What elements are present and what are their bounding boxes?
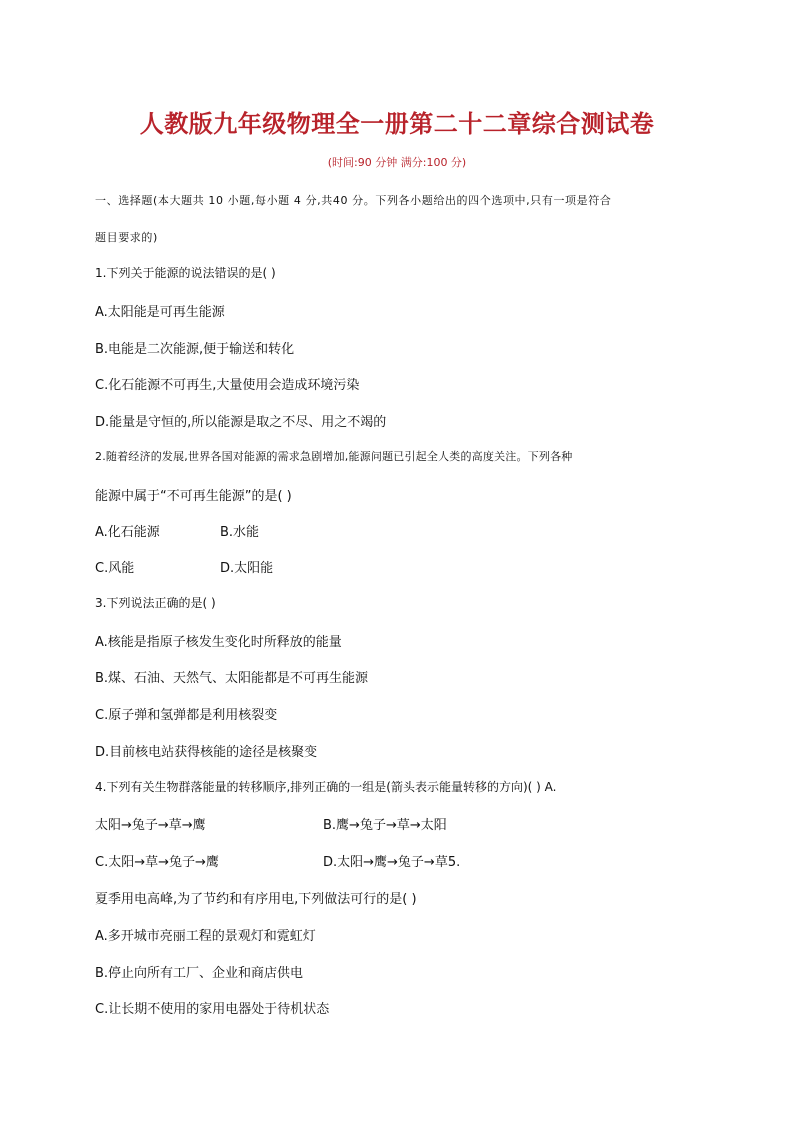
exam-subtitle: (时间:90 分钟 满分:100 分) [327,156,467,169]
q2-option-a: A.化石能源 [95,525,160,540]
q4-option-d: D.太阳→鹰→兔子→草5. [323,855,461,870]
q3-option-c: C.原子弹和氢弹都是利用核裂变 [95,708,278,723]
q1-option-c: C.化石能源不可再生,大量使用会造成环境污染 [95,378,360,393]
exam-title: 人教版九年级物理全一册第二十二章综合测试卷 [139,109,655,138]
q1-option-a: A.太阳能是可再生能源 [95,305,225,320]
q2-stem-line2: 能源中属于“不可再生能源”的是( ) [95,489,292,504]
q3-stem: 3.下列说法正确的是( ) [95,596,216,610]
q4-stem: 4.下列有关生物群落能量的转移顺序,排列正确的一组是(箭头表示能量转移的方向)( ) A. [95,780,557,794]
q4-option-a: 太阳→兔子→草→鹰 [95,818,206,833]
q1-option-d: D.能量是守恒的,所以能源是取之不尽、用之不竭的 [95,415,387,430]
q1-option-b: B.电能是二次能源,便于输送和转化 [95,342,295,357]
section1-heading-line2: 题目要求的) [95,231,158,244]
q2-option-d: D.太阳能 [220,561,274,576]
q2-option-c: C.风能 [95,561,135,576]
q5-option-a: A.多开城市亮丽工程的景观灯和霓虹灯 [95,929,316,944]
q4-option-b: B.鹰→兔子→草→太阳 [323,818,447,833]
section1-heading-line1: 一、选择题(本大题共 10 小题,每小题 4 分,共40 分。下列各小题给出的四个选项中,只有一项是符合 [95,194,612,207]
q5-option-b: B.停止向所有工厂、企业和商店供电 [95,966,304,981]
q2-option-b: B.水能 [220,525,260,540]
q3-option-a: A.核能是指原子核发生变化时所释放的能量 [95,635,342,650]
q1-stem: 1.下列关于能源的说法错误的是( ) [95,266,276,280]
q2-stem-line1: 2.随着经济的发展,世界各国对能源的需求急剧增加,能源问题已引起全人类的高度关注。下列各种 [95,450,573,463]
q5-option-c: C.让长期不使用的家用电器处于待机状态 [95,1002,330,1017]
q5-stem: 夏季用电高峰,为了节约和有序用电,下列做法可行的是( ) [95,892,417,907]
q3-option-b: B.煤、石油、天然气、太阳能都是不可再生能源 [95,671,369,686]
q4-option-c: C.太阳→草→兔子→鹰 [95,855,219,870]
q3-option-d: D.目前核电站获得核能的途径是核聚变 [95,745,318,760]
